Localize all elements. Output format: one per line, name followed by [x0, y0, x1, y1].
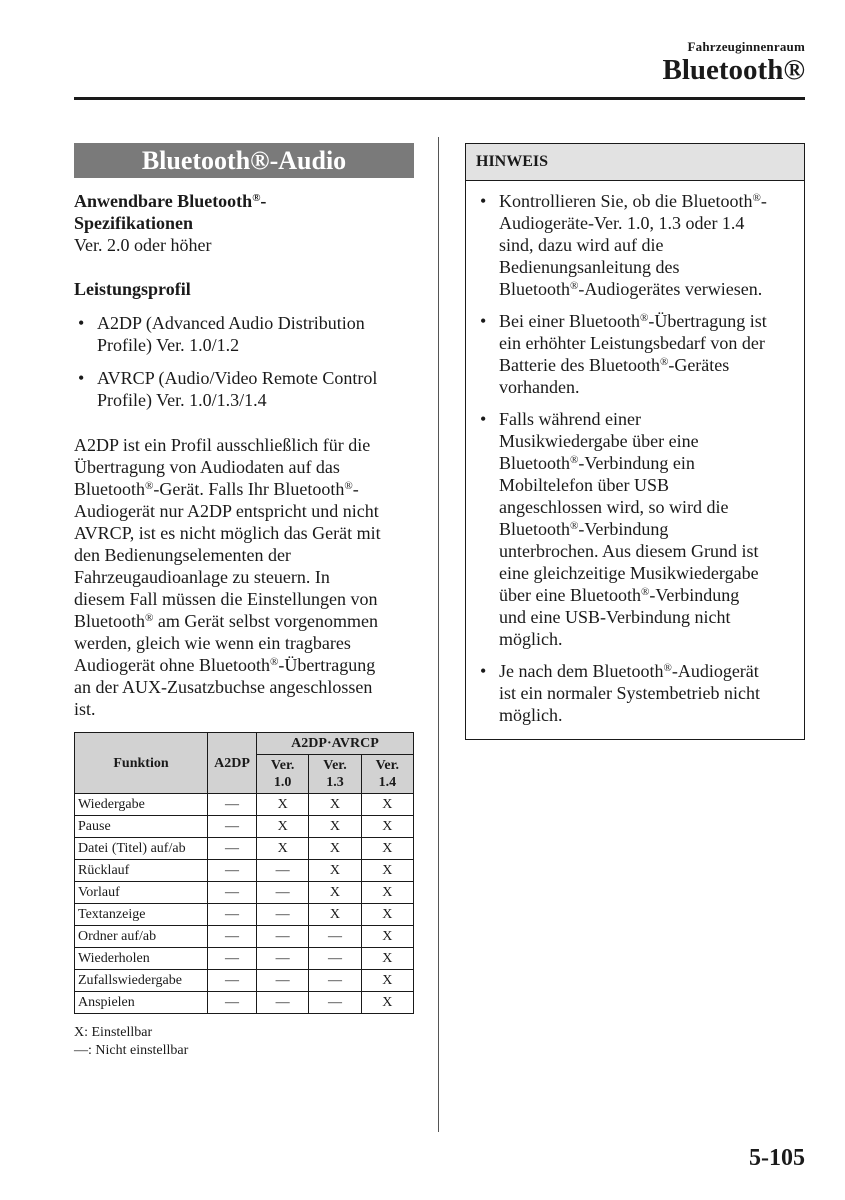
- ver-1-0-cell: —: [257, 860, 309, 882]
- ver-1-0-cell: —: [257, 904, 309, 926]
- ver-1-3-cell: —: [309, 992, 361, 1014]
- page-number: 5-105: [749, 1145, 805, 1171]
- table-row: [75, 926, 414, 948]
- running-header-title: Bluetooth®: [662, 54, 805, 86]
- ver-1-0-cell: X: [257, 838, 309, 860]
- ver-1-4-cell: X: [361, 860, 413, 882]
- list-item: • Falls während einer Musikwiedergabe über eine Bluetooth®-Verbindung ein Mobiltelefon über USB angeschlossen wird, so wird die Bluetooth®-Verbindung unterbrochen. Aus diesem Grund ist eine gleichzeitige Musikwiedergabe über eine Bluetooth®-Verbindung und eine USB-Verbindung nicht möglich.: [480, 409, 759, 649]
- ver-1-0-cell: X: [257, 794, 309, 816]
- function-cell: Ordner auf/ab: [75, 926, 208, 948]
- running-header-section: Fahrzeuginnenraum: [687, 39, 805, 54]
- function-cell: Wiederholen: [75, 948, 208, 970]
- table-row: [75, 970, 414, 992]
- function-table: [74, 732, 414, 1014]
- a2dp-cell: —: [208, 816, 257, 838]
- ver-1-0-cell: —: [257, 992, 309, 1014]
- function-cell: Vorlauf: [75, 882, 208, 904]
- list-item: • A2DP (Advanced Audio Distribution Profile) Ver. 1.0/1.2: [78, 313, 365, 355]
- ver-1-3-cell: X: [309, 816, 361, 838]
- section-title: Bluetooth®-Audio: [74, 143, 414, 178]
- ver-1-3-cell: X: [309, 882, 361, 904]
- a2dp-cell: —: [208, 970, 257, 992]
- ver-1-3-cell: X: [309, 860, 361, 882]
- note-heading: HINWEIS: [466, 144, 804, 181]
- legend-x: X: Einstellbar: [74, 1025, 153, 1040]
- a2dp-cell: —: [208, 860, 257, 882]
- function-cell: Textanzeige: [75, 904, 208, 926]
- a2dp-cell: —: [208, 992, 257, 1014]
- a2dp-cell: —: [208, 882, 257, 904]
- ver-1-3-cell: X: [309, 838, 361, 860]
- a2dp-paragraph: A2DP ist ein Profil ausschließlich für die Übertragung von Audiodaten auf das Bluetooth®-Gerät. Falls Ihr Bluetooth®- Audiogerät nur A2DP entspricht und nicht AVRCP, ist es nicht möglich das Gerät mit den Bedienungselementen der Fahrzeugaudioanlage zu steuern. In diesem Fall müssen die Einstellungen von Bluetooth® am Gerät selbst vorgenommen werden, gleich wie wenn ein tragbares Audiogerät ohne Bluetooth®-Übertragung an der AUX-Zusatzbuchse angeschlossen ist.: [74, 435, 381, 719]
- col-header-a2dp-avrcp: A2DP·AVRCP: [257, 733, 414, 755]
- ver-1-4-cell: X: [361, 904, 413, 926]
- ver-1-4-cell: X: [361, 816, 413, 838]
- list-item: • Bei einer Bluetooth®-Übertragung ist ein erhöhter Leistungsbedarf von der Batterie des Bluetooth®-Gerätes vorhanden.: [480, 311, 767, 397]
- ver-1-0-cell: X: [257, 816, 309, 838]
- ver-1-0-cell: —: [257, 948, 309, 970]
- ver-1-0-cell: —: [257, 970, 309, 992]
- table-row: [75, 860, 414, 882]
- table-row: [75, 948, 414, 970]
- profile-list: [74, 312, 414, 411]
- header-rule: [74, 97, 805, 100]
- table-row: [75, 904, 414, 926]
- ver-1-4-cell: X: [361, 948, 413, 970]
- legend-dash: —: Nicht einstellbar: [74, 1043, 189, 1058]
- ver-1-0-cell: —: [257, 882, 309, 904]
- function-cell: Rücklauf: [75, 860, 208, 882]
- function-cell: Datei (Titel) auf/ab: [75, 838, 208, 860]
- spec-heading: Anwendbare Bluetooth®- Spezifikationen: [74, 191, 267, 233]
- profile-heading: Leistungsprofil: [74, 279, 191, 299]
- ver-1-3-cell: —: [309, 926, 361, 948]
- list-item: • Je nach dem Bluetooth®-Audiogerät ist ein normaler Systembetrieb nicht möglich.: [480, 661, 760, 725]
- ver-1-4-cell: X: [361, 970, 413, 992]
- ver-1-3-cell: —: [309, 970, 361, 992]
- note-body: [466, 181, 804, 739]
- left-column: [74, 143, 414, 1060]
- ver-1-4-cell: X: [361, 838, 413, 860]
- function-cell: Anspielen: [75, 992, 208, 1014]
- ver-1-4-cell: X: [361, 794, 413, 816]
- col-header-ver-1-3: Ver. 1.3: [309, 755, 361, 794]
- function-cell: Wiedergabe: [75, 794, 208, 816]
- spec-value: Ver. 2.0 oder höher: [74, 235, 212, 255]
- a2dp-cell: —: [208, 794, 257, 816]
- table-row: [75, 992, 414, 1014]
- list-item: • AVRCP (Audio/Video Remote Control Profile) Ver. 1.0/1.3/1.4: [78, 368, 378, 410]
- note-box: [465, 143, 805, 740]
- col-header-ver-1-0: Ver. 1.0: [257, 755, 309, 794]
- a2dp-cell: —: [208, 948, 257, 970]
- list-item: • Kontrollieren Sie, ob die Bluetooth®- Audiogeräte-Ver. 1.0, 1.3 oder 1.4 sind, dazu wird auf die Bedienungsanleitung des Bluetooth®-Audiogerätes verwiesen.: [480, 191, 767, 299]
- table-row: [75, 882, 414, 904]
- table-row: [75, 838, 414, 860]
- column-divider: [438, 137, 439, 1132]
- col-header-ver-1-4: Ver. 1.4: [361, 755, 413, 794]
- a2dp-cell: —: [208, 926, 257, 948]
- table-row: [75, 816, 414, 838]
- a2dp-cell: —: [208, 904, 257, 926]
- ver-1-0-cell: —: [257, 926, 309, 948]
- table-legend: [74, 1024, 414, 1060]
- col-header-funktion: Funktion: [75, 733, 208, 794]
- ver-1-4-cell: X: [361, 926, 413, 948]
- ver-1-3-cell: X: [309, 904, 361, 926]
- a2dp-cell: —: [208, 838, 257, 860]
- col-header-a2dp: A2DP: [208, 733, 257, 794]
- ver-1-3-cell: —: [309, 948, 361, 970]
- ver-1-4-cell: X: [361, 992, 413, 1014]
- function-cell: Zufallswiedergabe: [75, 970, 208, 992]
- function-cell: Pause: [75, 816, 208, 838]
- ver-1-4-cell: X: [361, 882, 413, 904]
- ver-1-3-cell: X: [309, 794, 361, 816]
- table-row: [75, 794, 414, 816]
